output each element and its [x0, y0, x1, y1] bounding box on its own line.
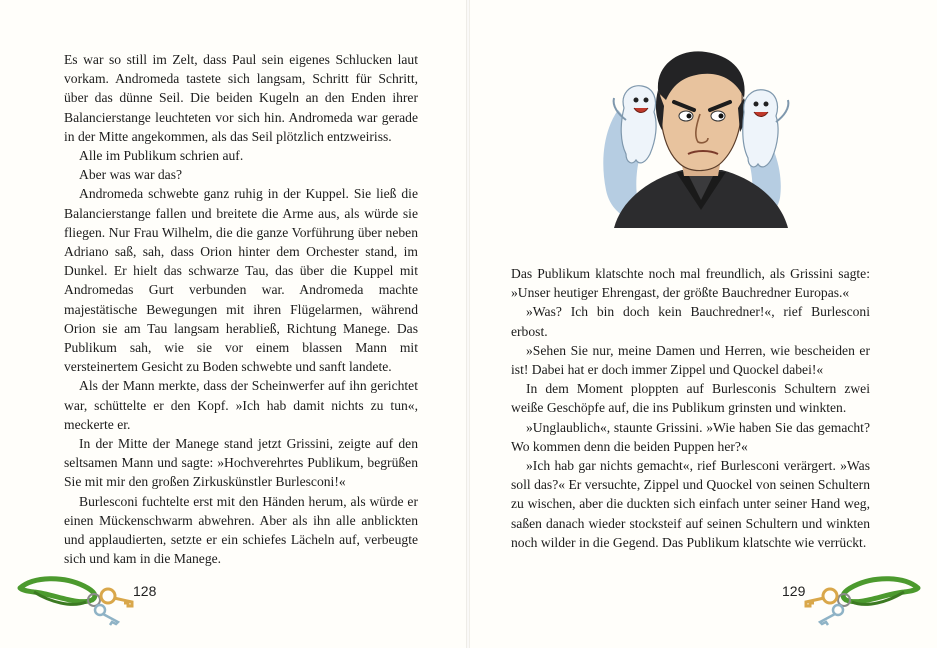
paragraph: Das Publikum klatschte noch mal freundlich, als Grissini sagte: »Unser heutiger Ehrengast, der größte Bauchredner Europas.« [511, 266, 870, 301]
paragraph: Aber was war das? [79, 167, 183, 183]
page-number: 128 [133, 583, 157, 599]
paragraph: Burlesconi fuchtelte erst mit den Händen herum, als würde er einen Mückenschwarm abwehren. Aber als ihn alle anblickten und applaudierten, setzte er ein schiefes Lächeln auf, verbeugte sich und kam in die Manege. [64, 493, 418, 567]
page-number: 129 [782, 583, 806, 599]
paragraph: In dem Moment ploppten auf Burlesconis Schultern zwei weiße Geschöpfe auf, die ins Publikum grinsten und winkten. [511, 381, 870, 416]
paragraph: Es war so still im Zelt, dass Paul sein eigenes Schlucken laut vorkam. Andromeda tastete sich langsam, Schritt für Schritt, über das dünne Seil. Die beiden Kugeln an den Enden ihrer Balancierstange leuchteten vor sich hin. Andromeda war gerade in der Mitte angekommen, als das Seil plötzlich entzweiriss. [64, 52, 418, 144]
paragraph: »Was? Ich bin doch kein Bauchredner!«, rief Burlesconi erbost. [511, 304, 870, 339]
man-with-ghosts-illustration [596, 50, 806, 230]
key-on-ribbon-icon [802, 572, 924, 626]
paragraph: In der Mitte der Manege stand jetzt Grissini, zeigte auf den seltsamen Mann und sagte: »Hochverehrtes Publikum, begrüßen Sie mit mir den großen Zirkuskünstler Burlesconi!« [64, 436, 418, 490]
paragraph: »Unglaublich«, staunte Grissini. »Wie haben Sie das gemacht? Wo kommen denn die beiden Puppen her?« [511, 419, 870, 454]
paragraph: »Sehen Sie nur, meine Damen und Herren, wie bescheiden er ist! Dabei hat er doch immer Zippel und Quockel dabei!« [511, 342, 870, 378]
paragraph: Andromeda schwebte ganz ruhig in der Kuppel. Sie ließ die Balancierstange fallen und breitete die Arme aus, als würde sie fliegen. Nur Frau Wilhelm, die die ganze Vorführung über neben Adriano saß, sah, dass Orion hinter dem Orchester stand, im Dunkel. Er hielt das schwarze Tau, das über die Kuppel mit Andromedas Gurt verbunden war. Andromeda machte majestätische Bewegungen mit ihren Flügelarmen, während Orion sie am Tau langsam herabließ, Richtung Manege. Das Publikum sah, wie sie vor einem blassen Mann mit versteinertem Gesicht zu Boden schwebte und sanft landete. [64, 186, 418, 375]
key-on-ribbon-icon [14, 572, 136, 626]
left-page-text [64, 50, 418, 568]
paragraph: Alle im Publikum schrien auf. [79, 148, 244, 164]
paragraph: Als der Mann merkte, dass der Scheinwerfer auf ihn gerichtet war, schüttelte er den Kopf. »Ich hab damit nichts zu tun«, meckerte er. [64, 378, 418, 432]
right-page-text [511, 264, 870, 552]
paragraph: »Ich hab gar nichts gemacht«, rief Burlesconi verärgert. »Was soll das?« Er versuchte, Zippel und Quockel von seinen Schultern zu wischen, aber die duckten sich einfach unter seiner Hand weg, saßen danach wieder stocksteif auf seinen Schultern und winkten noch wilder in die Gegend. Das Publikum klatschte wie verrückt. [511, 458, 870, 550]
